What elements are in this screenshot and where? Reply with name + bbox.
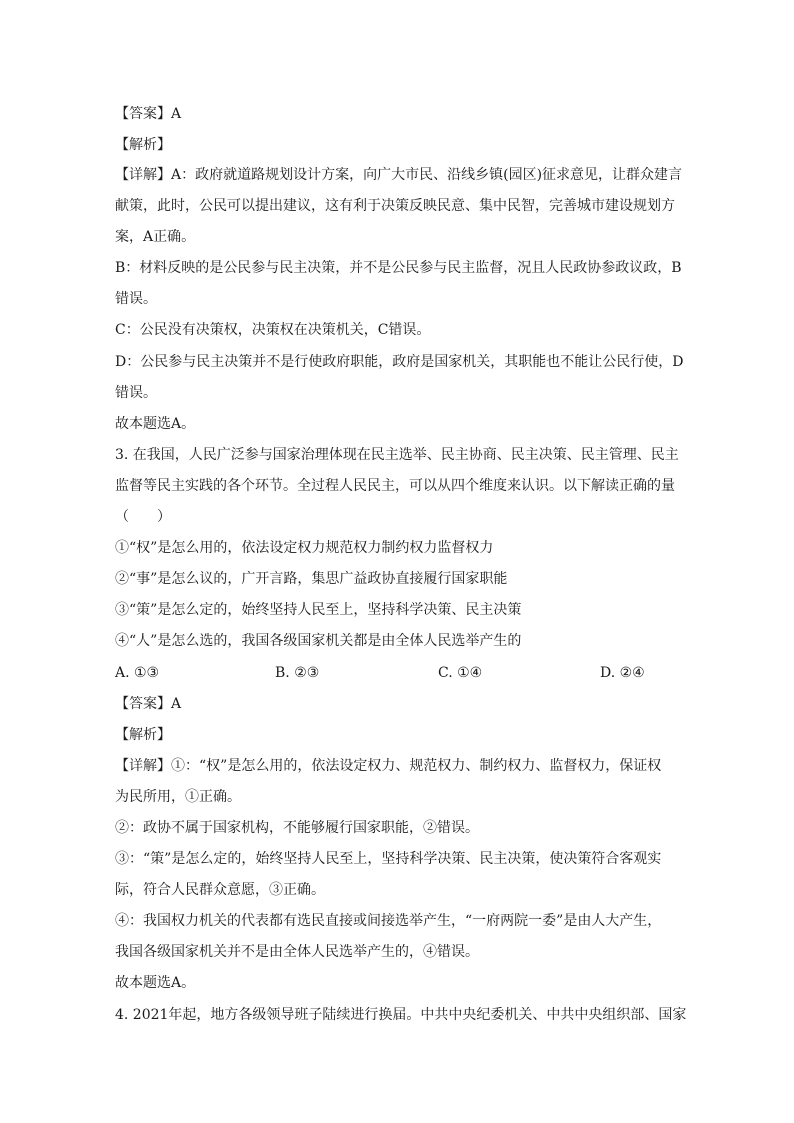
option-c: C. ①④ <box>438 665 483 681</box>
detail-line: ②：政协不属于国家机构，不能够履行国家职能，②错误。 <box>115 820 479 836</box>
detail-line: 错误。 <box>115 385 157 401</box>
statement-item: ④“人”是怎么选的，我国各级国家机关都是由全体人民选举产生的 <box>115 633 522 649</box>
detail-line: ③：“策”是怎么定的，始终坚持人民至上，坚持科学决策、民主决策，使决策符合客观实 <box>115 851 662 867</box>
detail-line: 际，符合人民群众意愿，③正确。 <box>115 882 325 898</box>
detail-line: B：材料反映的是公民参与民主决策，并不是公民参与民主监督，况且人民政协参政议政，B <box>115 260 682 276</box>
detail-line: D：公民参与民主决策并不是行使政府职能，政府是国家机关，其职能也不能让公民行使，D <box>115 354 684 370</box>
statement-item: ①“权”是怎么用的，依法设定权力规范权力制约权力监督权力 <box>115 540 494 556</box>
statement-item: ②“事”是怎么议的，广开言路，集思广益政协直接履行国家职能 <box>115 571 508 587</box>
option-d: D. ②④ <box>600 665 645 681</box>
question-stem: 监督等民主实践的各个环节。全过程人民民主，可以从四个维度来认识。以下解读正确的量 <box>115 478 675 494</box>
detail-line: 献策，此时，公民可以提出建议，这有利于决策反映民意、集中民智，完善城市建设规划方 <box>115 198 675 214</box>
detail-line: 【详解】①：“权”是怎么用的，依法设定权力、规范权力、制约权力、监督权力，保证权 <box>115 758 662 774</box>
detail-line: 我国各级国家机关并不是由全体人民选举产生的，④错误。 <box>115 944 479 960</box>
conclusion-line: 故本题选A。 <box>115 975 196 991</box>
detail-line: 案，A正确。 <box>115 229 196 245</box>
detail-line: ④：我国权力机关的代表都有选民直接或间接选举产生，“一府两院一委”是由人大产生， <box>115 913 662 929</box>
answer-blank: （ ） <box>115 509 171 525</box>
conclusion-line: 故本题选A。 <box>115 416 196 432</box>
detail-line: 错误。 <box>115 291 157 307</box>
question-stem: 4. 2021年起，地方各级领导班子陆续进行换届。中共中央纪委机关、中共中央组织部、国家 <box>115 1007 687 1023</box>
detail-line: 为民所用，①正确。 <box>115 789 241 805</box>
analysis-label: 【解析】 <box>115 137 171 153</box>
option-a: A. ①③ <box>115 665 160 681</box>
statement-item: ③“策”是怎么定的，始终坚持人民至上，坚持科学决策、民主决策 <box>115 602 522 618</box>
detail-line: 【详解】A：政府就道路规划设计方案，向广大市民、沿线乡镇(园区)征求意见，让群众建言 <box>115 167 683 183</box>
answer-label: 【答案】A <box>115 106 182 122</box>
analysis-label: 【解析】 <box>115 727 171 743</box>
option-b: B. ②③ <box>275 665 320 681</box>
answer-label: 【答案】A <box>115 696 182 712</box>
detail-line: C：公民没有决策权，决策权在决策机关，C错误。 <box>115 322 431 338</box>
question-stem: 3. 在我国，人民广泛参与国家治理体现在民主选举、民主协商、民主决策、民主管理、民主 <box>115 447 679 463</box>
